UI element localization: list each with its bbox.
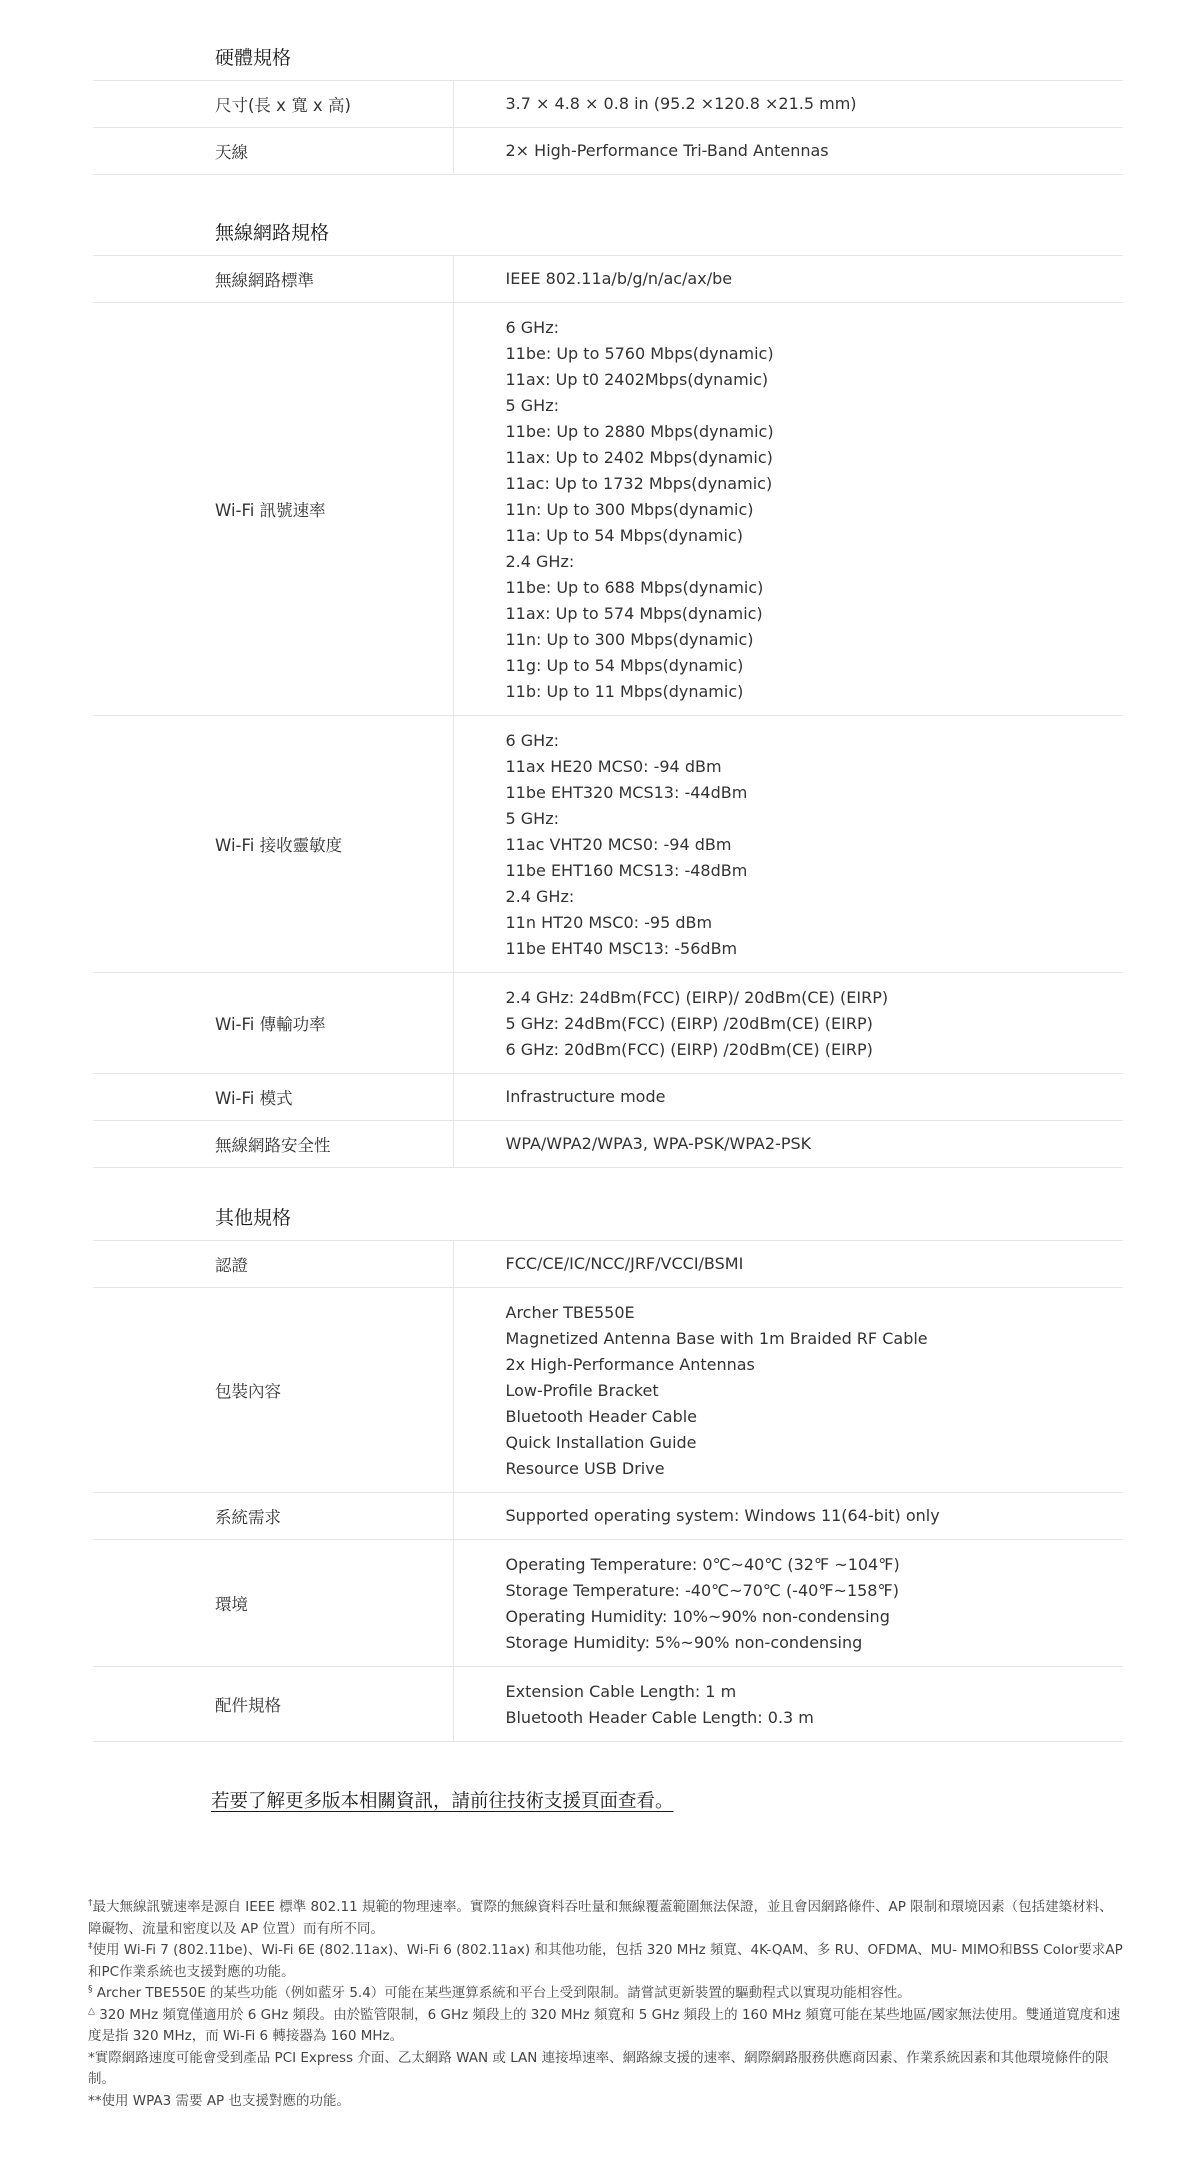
value-line: 11ax: Up t0 2402Mbps(dynamic) <box>505 370 769 389</box>
value-line: 11ax: Up to 574 Mbps(dynamic) <box>505 604 763 623</box>
section-title: 硬體規格 <box>215 47 292 69</box>
row-label: Wi-Fi 接收靈敏度 <box>93 716 453 973</box>
value-line: 6 GHz: 20dBm(FCC) (EIRP) /20dBm(CE) (EIRP) <box>505 1040 873 1059</box>
value-line: 11n HT20 MSC0: -95 dBm <box>505 913 713 932</box>
row-value <box>453 1493 1123 1540</box>
value-line: 11be EHT160 MCS13: -48dBm <box>505 861 748 880</box>
table-row <box>93 303 1123 716</box>
table-row <box>93 973 1123 1074</box>
value-line: 11be EHT320 MCS13: -44dBm <box>505 783 748 802</box>
value-line: 11g: Up to 54 Mbps(dynamic) <box>505 656 744 675</box>
footnote <box>88 2091 1123 2113</box>
value-line: 6 GHz: <box>505 318 559 337</box>
section-title: 其他規格 <box>215 1207 292 1229</box>
row-value <box>453 716 1123 973</box>
value-line: Storage Humidity: 5%~90% non-condensing <box>505 1633 863 1652</box>
value-line: 11be: Up to 2880 Mbps(dynamic) <box>505 422 774 441</box>
value-line: Infrastructure mode <box>505 1087 666 1106</box>
footnote-text: 最大無線訊號速率是源自 IEEE 標準 802.11 規範的物理速率。實際的無線資料吞吐量和無線覆蓋範圍無法保證，並且會因網路條件、AP 限制和環境因素（包括建築材料、障礙物、流量和密度以及 AP 位置）而有所不同。 <box>88 1899 1113 1937</box>
footnote-mark: § <box>88 1984 93 1995</box>
row-value <box>453 1288 1123 1493</box>
spec-table <box>93 1240 1123 1742</box>
value-line: Magnetized Antenna Base with 1m Braided RF Cable <box>505 1329 928 1348</box>
value-line: 2.4 GHz: <box>505 887 575 906</box>
row-label: Wi-Fi 模式 <box>93 1074 453 1121</box>
row-label: 尺寸(長 x 寬 x 高) <box>93 81 453 128</box>
row-label: 無線網路安全性 <box>93 1121 453 1168</box>
value-line: 2.4 GHz: <box>505 552 575 571</box>
value-line: 2× High-Performance Tri-Band Antennas <box>505 141 829 160</box>
table-row <box>93 1667 1123 1742</box>
footnote <box>88 1897 1123 1940</box>
value-line: Extension Cable Length: 1 m <box>505 1682 737 1701</box>
table-row <box>93 256 1123 303</box>
value-line: 11n: Up to 300 Mbps(dynamic) <box>505 630 754 649</box>
spec-table <box>93 80 1123 175</box>
footnote <box>88 2048 1123 2091</box>
value-line: Operating Temperature: 0℃~40℃ (32℉ ~104℉) <box>505 1555 900 1574</box>
row-value <box>453 128 1123 175</box>
row-value <box>453 256 1123 303</box>
value-line: Operating Humidity: 10%~90% non-condensing <box>505 1607 890 1626</box>
value-line: 5 GHz: <box>505 396 559 415</box>
table-row <box>93 1288 1123 1493</box>
row-label: 環境 <box>93 1540 453 1667</box>
row-value <box>453 1074 1123 1121</box>
footnote-text: *實際網路速度可能會受到產品 PCI Express 介面、乙太網路 WAN 或 LAN 連接埠速率、網路線支援的速率、網際網路服務供應商因素、作業系統因素和其他環境條件的限制。 <box>88 2049 1109 2087</box>
row-label: 認證 <box>93 1241 453 1288</box>
value-line: Low-Profile Bracket <box>505 1381 659 1400</box>
footnote <box>88 1940 1123 1983</box>
table-row <box>93 1121 1123 1168</box>
value-line: Quick Installation Guide <box>505 1433 697 1452</box>
table-row <box>93 716 1123 973</box>
footnotes <box>88 1897 1123 2112</box>
row-value <box>453 1121 1123 1168</box>
value-line: 11be: Up to 5760 Mbps(dynamic) <box>505 344 774 363</box>
row-label: 配件規格 <box>93 1667 453 1742</box>
row-value <box>453 1667 1123 1742</box>
row-value <box>453 81 1123 128</box>
support-page-link[interactable]: 若要了解更多版本相關資訊，請前往技術支援頁面查看。 <box>211 1791 674 1812</box>
value-line: IEEE 802.11a/b/g/n/ac/ax/be <box>505 269 733 288</box>
value-line: Supported operating system: Windows 11(64-bit) only <box>505 1506 940 1525</box>
row-label: 包裝內容 <box>93 1288 453 1493</box>
value-line: 5 GHz: 24dBm(FCC) (EIRP) /20dBm(CE) (EIRP) <box>505 1014 873 1033</box>
value-line: 2.4 GHz: 24dBm(FCC) (EIRP)/ 20dBm(CE) (EIRP) <box>505 988 889 1007</box>
section-title: 無線網路規格 <box>215 222 330 244</box>
value-line: 11n: Up to 300 Mbps(dynamic) <box>505 500 754 519</box>
row-label: Wi-Fi 傳輸功率 <box>93 973 453 1074</box>
row-label: 系統需求 <box>93 1493 453 1540</box>
table-row <box>93 128 1123 175</box>
spec-table <box>93 255 1123 1168</box>
table-row <box>93 81 1123 128</box>
row-value <box>453 1540 1123 1667</box>
table-row <box>93 1493 1123 1540</box>
row-label: Wi-Fi 訊號速率 <box>93 303 453 716</box>
table-row <box>93 1540 1123 1667</box>
value-line: 11b: Up to 11 Mbps(dynamic) <box>505 682 744 701</box>
footnote-text: 使用 Wi-Fi 7 (802.11be)、Wi-Fi 6E (802.11ax)、Wi-Fi 6 (802.11ax) 和其他功能，包括 320 MHz 頻寬、4K-QAM、多 RU、OFDMA、MU- MIMO和BSS Color要求AP和PC作業系統也支援對應的功能。 <box>88 1942 1123 1980</box>
table-row <box>93 1241 1123 1288</box>
footnote-mark: † <box>88 1898 93 1909</box>
row-value <box>453 1241 1123 1288</box>
footnote <box>88 1983 1123 2005</box>
value-line: 11a: Up to 54 Mbps(dynamic) <box>505 526 744 545</box>
value-line: Storage Temperature: -40℃~70℃ (-40℉~158℉) <box>505 1581 899 1600</box>
table-row <box>93 1074 1123 1121</box>
footnote-text: **使用 WPA3 需要 AP 也支援對應的功能。 <box>88 2092 350 2109</box>
value-line: Bluetooth Header Cable <box>505 1407 698 1426</box>
footnote-mark: ‡ <box>88 1941 93 1952</box>
value-line: Bluetooth Header Cable Length: 0.3 m <box>505 1708 814 1727</box>
footnote-text: 320 MHz 頻寬僅適用於 6 GHz 頻段。由於監管限制，6 GHz 頻段上的 320 MHz 頻寬和 5 GHz 頻段上的 160 MHz 頻寬可能在某些地區/國家無法使用。雙通道寬度和速度是指 320 MHz，而 Wi-Fi 6 轉接器為 160 MHz。 <box>88 2006 1121 2044</box>
footnote-mark: △ <box>88 2006 95 2016</box>
value-line: 5 GHz: <box>505 809 559 828</box>
value-line: 11ax HE20 MCS0: -94 dBm <box>505 757 722 776</box>
footnote <box>88 2005 1123 2048</box>
value-line: 6 GHz: <box>505 731 559 750</box>
row-label: 無線網路標準 <box>93 256 453 303</box>
value-line: WPA/WPA2/WPA3, WPA-PSK/WPA2-PSK <box>505 1134 812 1153</box>
value-line: FCC/CE/IC/NCC/JRF/VCCI/BSMI <box>505 1254 744 1273</box>
value-line: Archer TBE550E <box>505 1303 635 1322</box>
row-label: 天線 <box>93 128 453 175</box>
row-value <box>453 303 1123 716</box>
value-line: 11ac VHT20 MCS0: -94 dBm <box>505 835 732 854</box>
value-line: 11ax: Up to 2402 Mbps(dynamic) <box>505 448 773 467</box>
value-line: 3.7 × 4.8 × 0.8 in (95.2 ×120.8 ×21.5 mm) <box>505 94 857 113</box>
footnote-text: Archer TBE550E 的某些功能（例如藍牙 5.4）可能在某些運算系統和平台上受到限制。請嘗試更新裝置的驅動程式以實現功能相容性。 <box>92 1985 911 2001</box>
value-line: 11be EHT40 MSC13: -56dBm <box>505 939 738 958</box>
value-line: 11be: Up to 688 Mbps(dynamic) <box>505 578 764 597</box>
value-line: 2x High-Performance Antennas <box>505 1355 755 1374</box>
value-line: Resource USB Drive <box>505 1459 665 1478</box>
value-line: 11ac: Up to 1732 Mbps(dynamic) <box>505 474 773 493</box>
row-value <box>453 973 1123 1074</box>
